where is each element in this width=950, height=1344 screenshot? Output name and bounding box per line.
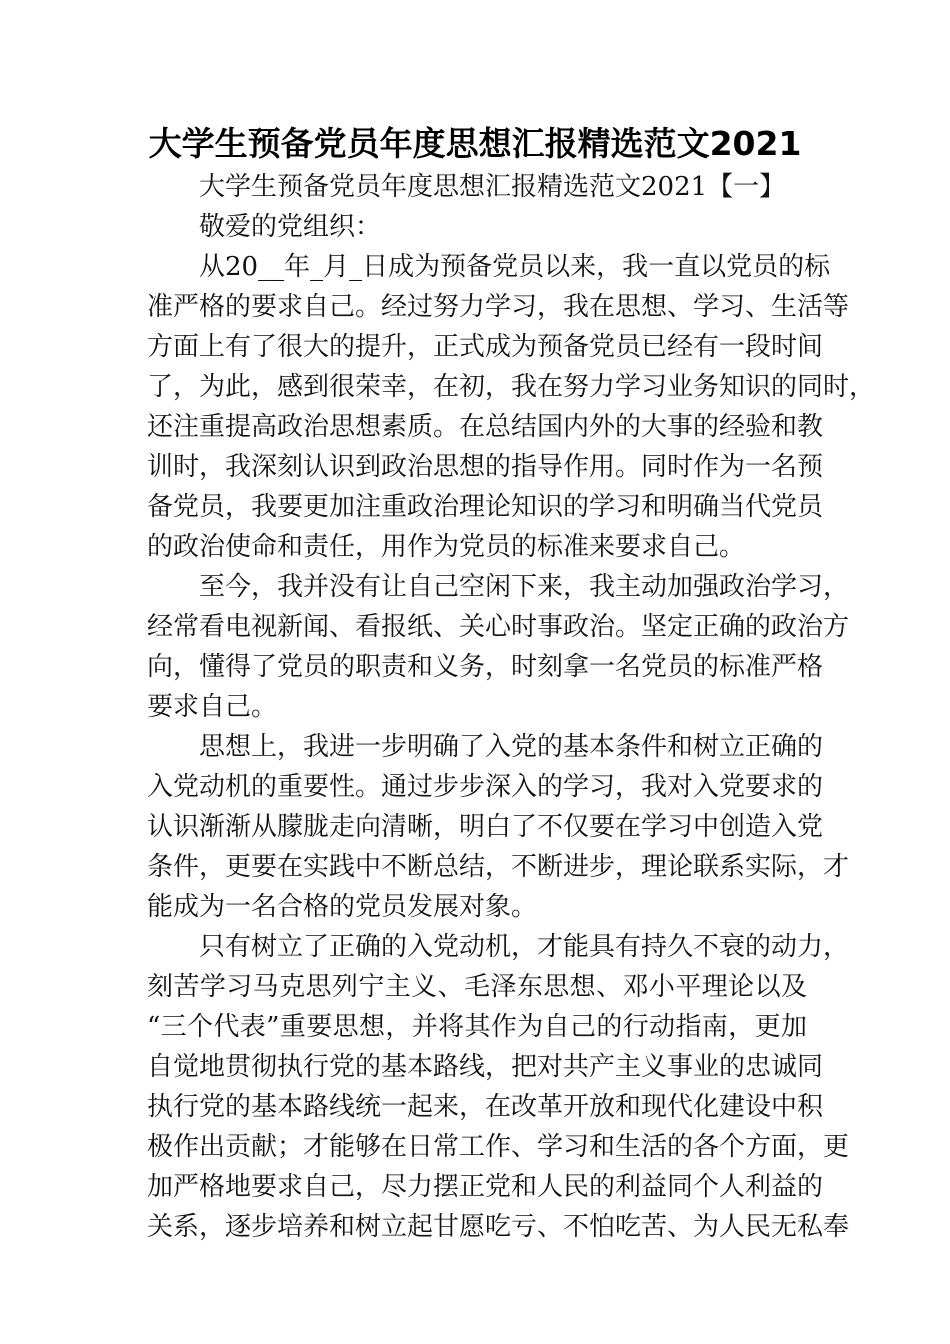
paragraph-line: 刻苦学习马克思列宁主义、毛泽东思想、邓小平理论以及 xyxy=(147,972,807,1002)
paragraph-line: 备党员，我要更加注重政治理论知识的学习和明确当代党员 xyxy=(147,492,824,522)
paragraph-line: 至今，我并没有让自己空闲下来，我主动加强政治学习， xyxy=(199,572,850,602)
paragraph-line: 条件，更要在实践中不断总结，不断进步，理论联系实际，才 xyxy=(147,852,850,882)
paragraph-line: 自觉地贯彻执行党的基本路线，把对共产主义事业的忠诚同 xyxy=(147,1052,824,1082)
paragraph-line: 只有树立了正确的入党动机，才能具有持久不衰的动力， xyxy=(199,932,850,962)
paragraph-line: 还注重提高政治思想素质。在总结国内外的大事的经验和教 xyxy=(147,412,824,442)
document-subtitle: 大学生预备党员年度思想汇报精选范文2021【一】 xyxy=(199,172,786,202)
paragraph-line: 加严格地要求自己，尽力摆正党和人民的利益同个人利益的 xyxy=(147,1172,824,1202)
paragraph-line: 入党动机的重要性。通过步步深入的学习，我对入党要求的 xyxy=(147,772,824,802)
paragraph-line: 向，懂得了党员的职责和义务，时刻拿一名党员的标准严格 xyxy=(147,652,824,682)
paragraph-line: 极作出贡献；才能够在日常工作、学习和生活的各个方面，更 xyxy=(147,1132,850,1162)
paragraph-line: 了，为此，感到很荣幸，在初，我在努力学习业务知识的同时， xyxy=(147,372,876,402)
paragraph-line: 经常看电视新闻、看报纸、关心时事政治。坚定正确的政治方 xyxy=(147,612,850,642)
paragraph-line: 能成为一名合格的党员发展对象。 xyxy=(147,892,538,922)
document-title: 大学生预备党员年度思想汇报精选范文2021 xyxy=(148,124,802,163)
paragraph-line: 要求自己。 xyxy=(147,692,278,722)
paragraph-line: 方面上有了很大的提升，正式成为预备党员已经有一段时间 xyxy=(147,332,824,362)
salutation: 敬爱的党组织： xyxy=(199,212,382,242)
paragraph-line: “三个代表”重要思想，并将其作为自己的行动指南，更加 xyxy=(147,1012,807,1042)
paragraph-line: 训时，我深刻认识到政治思想的指导作用。同时作为一名预 xyxy=(147,452,824,482)
paragraph-line: 关系，逐步培养和树立起甘愿吃亏、不怕吃苦、为人民无私奉 xyxy=(147,1212,850,1242)
paragraph-line: 执行党的基本路线统一起来，在改革开放和现代化建设中积 xyxy=(147,1092,824,1122)
paragraph-line: 的政治使命和责任，用作为党员的标准来要求自己。 xyxy=(147,532,746,562)
paragraph-line: 准严格的要求自己。经过努力学习，我在思想、学习、生活等 xyxy=(147,292,850,322)
paragraph-line: 思想上，我进一步明确了入党的基本条件和树立正确的 xyxy=(199,732,824,762)
paragraph-line: 从20__年_月_日成为预备党员以来，我一直以党员的标 xyxy=(199,252,831,282)
paragraph-line: 认识渐渐从朦胧走向清晰，明白了不仅要在学习中创造入党 xyxy=(147,812,824,842)
